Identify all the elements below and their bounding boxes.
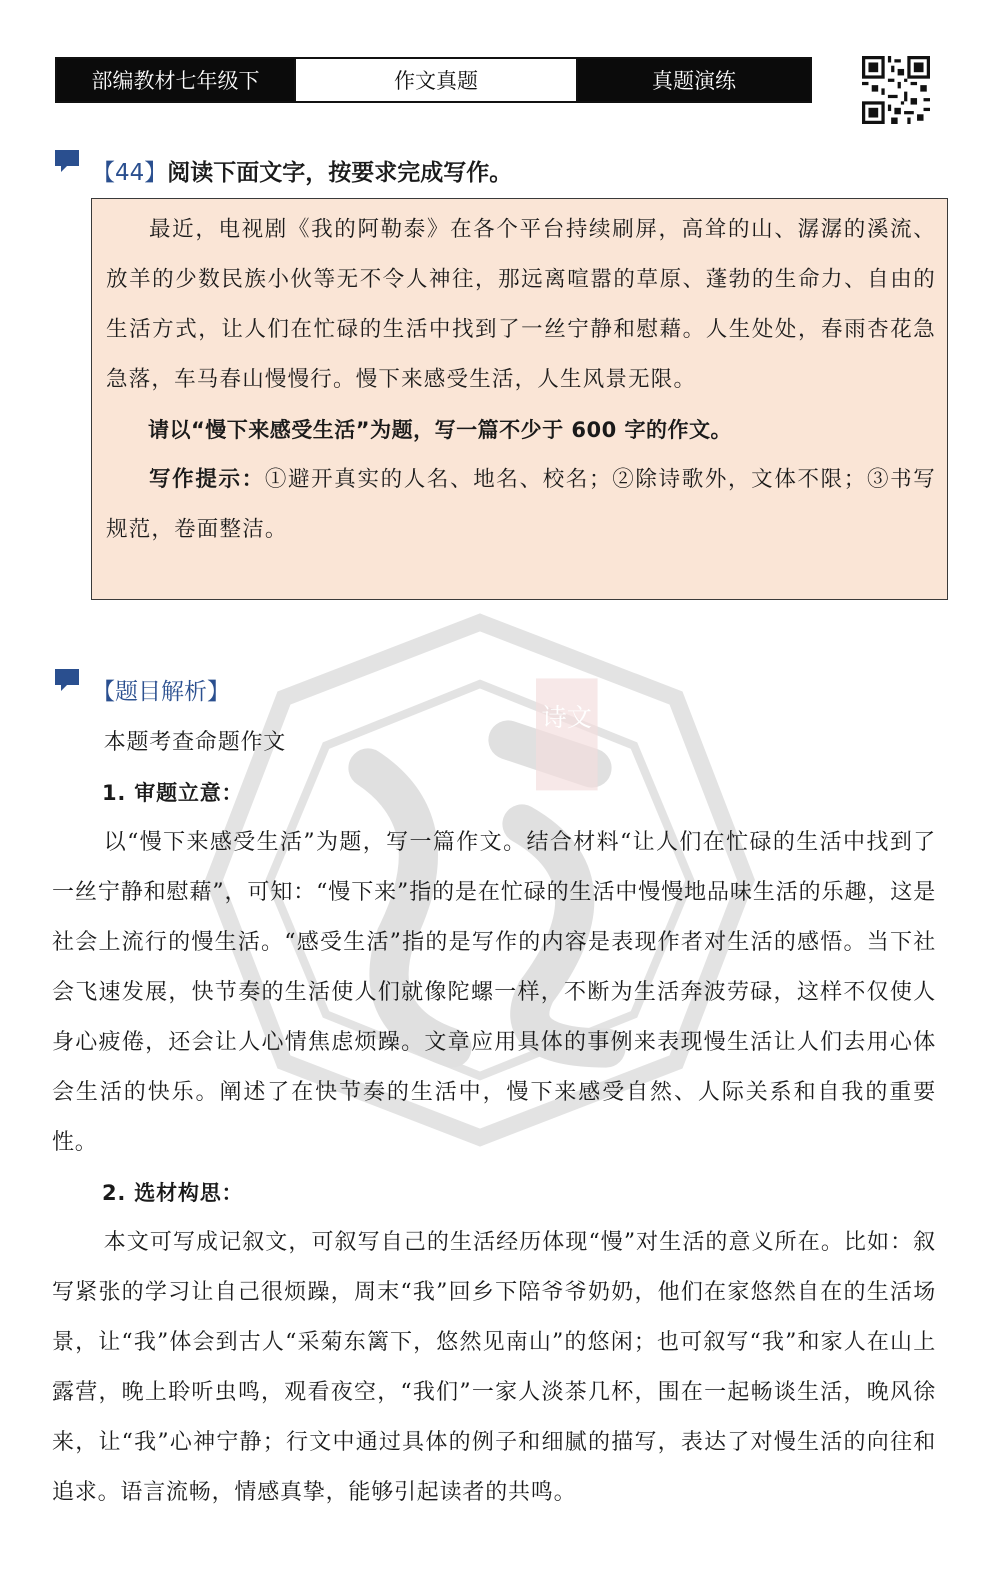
bookmark-flag-icon — [53, 667, 83, 693]
question-number: 【44】 — [92, 160, 168, 186]
question-title — [92, 154, 512, 187]
header-section-label: 真题演练 — [578, 59, 810, 101]
section-heading: 2. 选材构思： — [102, 1181, 244, 1205]
analysis-intro: 本题考查命题作文 — [103, 730, 287, 755]
writing-hint-text: ①避开真实的人名、地名、校名；②除诗歌外，文体不限；③书写规范，卷面整洁。 — [106, 467, 936, 542]
writing-task: 请以“慢下来感受生活”为题，写一篇不少于 600 字的作文。 — [148, 418, 733, 442]
section-paragraph: 本文可写成记叙文，可叙写自己的生活经历体现“慢”对生活的意义所在。比如：叙写紧张的学习让自己很烦躁，周末“我”回乡下陪爷爷奶奶，他们在家悠然自在的生活场景，让“我”体会到古人“采菊东篱下，悠然见南山”的悠闲；也可叙写“我”和家人在山上露营，晚上聆听虫鸣，观看夜空，“我们”一家人淡茶几杯，围在一起畅谈生活，晚风徐来，让“我”心神宁静；行文中通过具体的例子和细腻的描写，表达了对慢生活的向往和追求。语言流畅，情感真挚，能够引起读者的共鸣。 — [52, 1230, 936, 1505]
writing-hint — [106, 455, 936, 555]
section-heading: 1. 审题立意： — [102, 781, 244, 805]
analysis-body — [52, 718, 936, 1518]
bookmark-flag-icon — [53, 148, 83, 174]
header-bar — [55, 57, 812, 103]
qr-code-icon — [862, 56, 930, 124]
writing-hint-label: 写作提示： — [149, 467, 265, 492]
watermark-seal-text: 诗文 — [541, 703, 592, 732]
material-box — [91, 198, 948, 600]
header-grade-label: 部编教材七年级下 — [57, 59, 294, 101]
analysis-title: 【题目解析】 — [92, 679, 230, 705]
material-paragraph: 最近，电视剧《我的阿勒泰》在各个平台持续刷屏，高耸的山、潺潺的溪流、放羊的少数民族小伙等无不令人神往，那远离喧嚣的草原、蓬勃的生命力、自由的生活方式，让人们在忙碌的生活中找到了一丝宁静和慰藉。人生处处，春雨杏花急急落，车马春山慢慢行。慢下来感受生活，人生风景无限。 — [106, 217, 936, 392]
question-instruction: 阅读下面文字，按要求完成写作。 — [167, 160, 513, 186]
header-category-label: 作文真题 — [294, 59, 578, 101]
section-paragraph: 以“慢下来感受生活”为题，写一篇作文。结合材料“让人们在忙碌的生活中找到了一丝宁静和慰藉”，可知：“慢下来”指的是在忙碌的生活中慢慢地品味生活的乐趣，这是社会上流行的慢生活。“感受生活”指的是写作的内容是表现作者对生活的感悟。当下社会飞速发展，快节奏的生活使人们就像陀螺一样，不断为生活奔波劳碌，这样不仅使人身心疲倦，还会让人心情焦虑烦躁。文章应用具体的事例来表现慢生活让人们去用心体会生活的快乐。阐述了在快节奏的生活中，慢下来感受自然、人际关系和自我的重要性。 — [52, 830, 936, 1155]
